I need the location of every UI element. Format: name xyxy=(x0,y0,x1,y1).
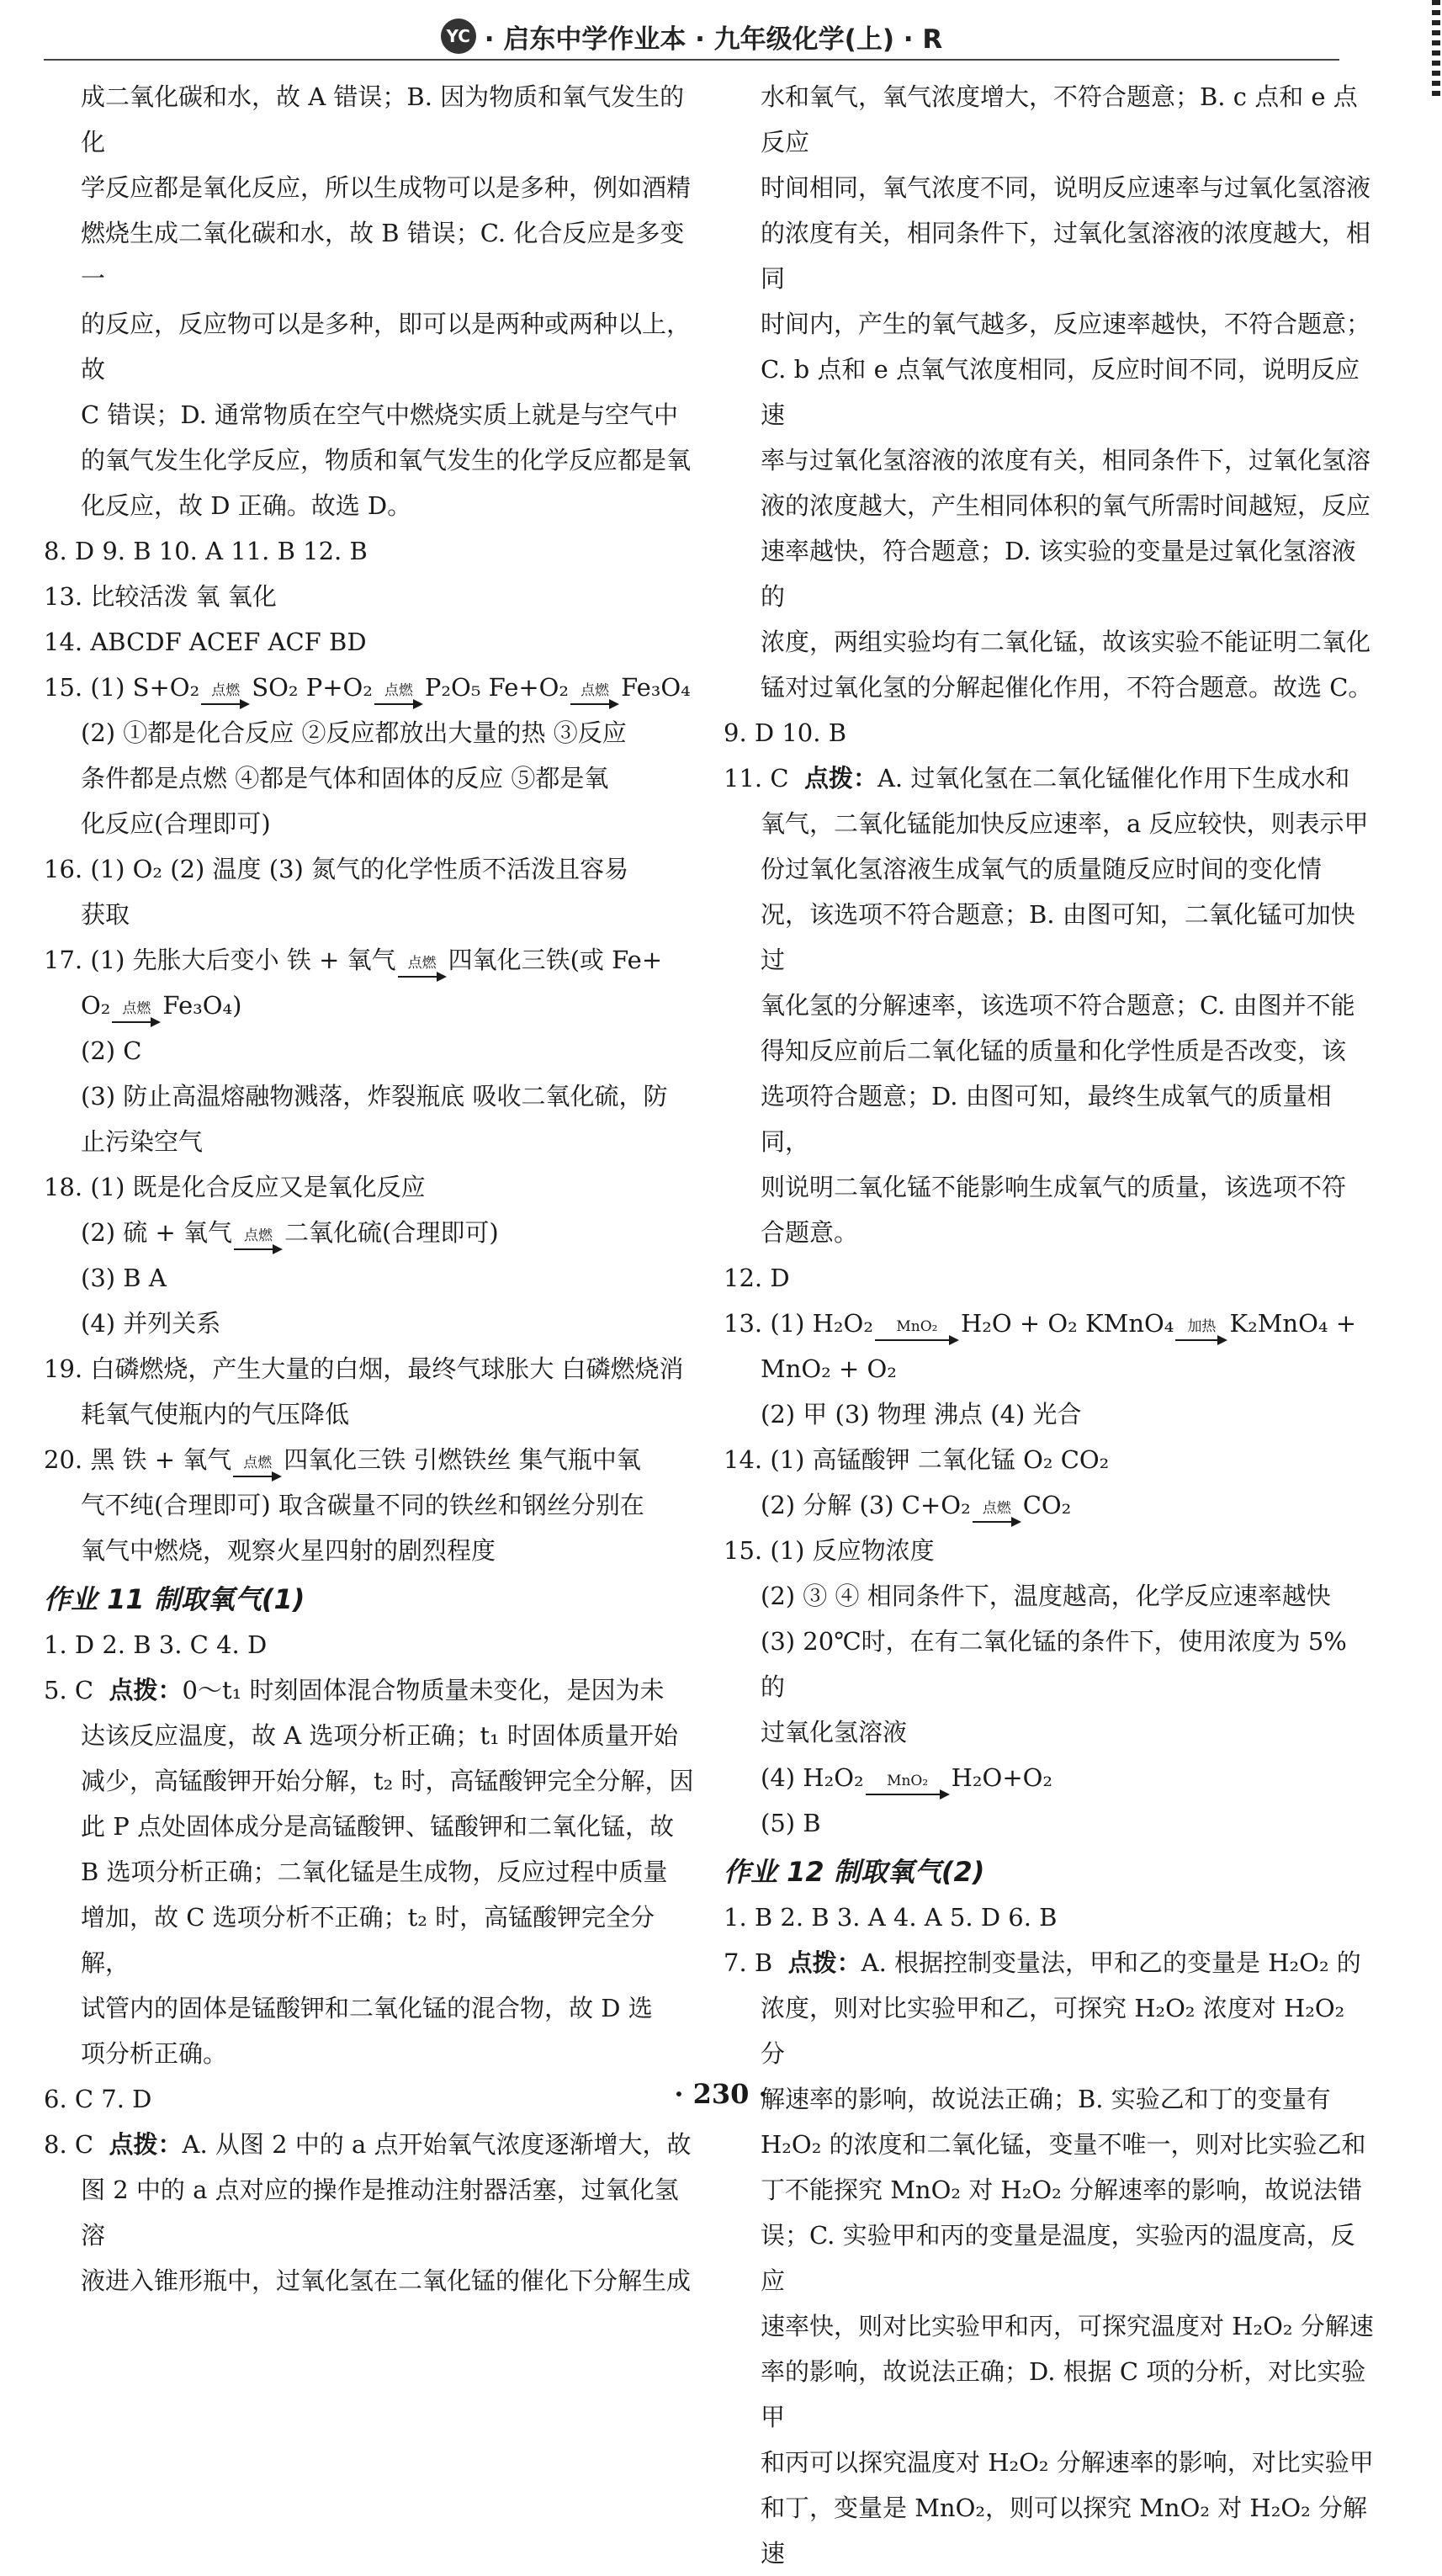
text-line: 学反应都是氧化反应，所以生成物可以是多种，例如酒精 xyxy=(81,173,692,202)
reaction-condition: MnO₂ xyxy=(896,1318,938,1335)
reaction-arrow xyxy=(875,1319,959,1346)
answer-line: 14. (1) 高锰酸钾 二氧化锰 O₂ CO₂ xyxy=(724,1445,1110,1474)
text-line: 氧化氢的分解速率，该选项不符合题意；C. 由图并不能 xyxy=(761,991,1355,1020)
reaction-condition: 点燃 xyxy=(243,1455,273,1471)
text-line: (2) C xyxy=(81,1036,142,1065)
answer-line: 15. (1) 反应物浓度 xyxy=(724,1536,935,1565)
hint-tag: 点拨： xyxy=(109,1676,183,1704)
edge-registration-marks xyxy=(1432,0,1440,101)
text-line: (5) B xyxy=(761,1809,821,1837)
text-line: 合题意。 xyxy=(761,1218,859,1247)
text-line: (3) 防止高温熔融物溅落，炸裂瓶底 吸收二氧化硫，防 xyxy=(81,1082,668,1110)
equation-line xyxy=(724,1755,1376,1800)
reaction-arrow xyxy=(973,1501,1021,1528)
text-line: 氧气中燃烧，观察火星四射的剧烈程度 xyxy=(81,1536,496,1565)
answer-line: 13. 比较活泼 氧 氧化 xyxy=(44,582,277,611)
text-line: 液进入锥形瓶中，过氧化氢在二氧化锰的催化下分解生成 xyxy=(81,2266,692,2295)
text-line: C 错误；D. 通常物质在空气中燃烧实质上就是与空气中 xyxy=(81,400,679,429)
running-header xyxy=(44,15,1339,57)
equation-part: SO₂ P+O₂ xyxy=(252,673,373,702)
text-line: 项分析正确。 xyxy=(81,2039,228,2068)
publisher-logo: YC xyxy=(441,19,476,54)
text-line: (2) 甲 (3) 物理 沸点 (4) 光合 xyxy=(761,1400,1082,1428)
equation-part: (2) 分解 (3) C+O₂ xyxy=(761,1491,971,1519)
text-line: 氧气，二氧化锰能加快反应速率，a 反应较快，则表示甲 xyxy=(761,809,1369,838)
equation-part: H₂O+O₂ xyxy=(951,1763,1053,1792)
text-line: 解速率的影响，故说法正确；B. 实验乙和丁的变量有 xyxy=(761,2085,1331,2113)
reaction-arrow xyxy=(1175,1319,1227,1346)
text-line: 得知反应前后二氧化锰的质量和化学性质是否改变，该 xyxy=(761,1036,1347,1065)
equation-part: (2) 硫 + 氧气 xyxy=(81,1218,233,1247)
text-line: 况，该选项不符合题意；B. 由图可知，二氧化锰可加快过 xyxy=(761,900,1355,974)
text-line: 时间相同，氧气浓度不同，说明反应速率与过氧化氢溶液 xyxy=(761,173,1371,202)
reaction-arrow xyxy=(570,683,619,710)
text-line: 液的浓度越大，产生相同体积的氧气所需时间越短，反应 xyxy=(761,491,1371,520)
answer-line xyxy=(724,755,1376,801)
text-line: (2) ③ ④ 相同条件下，温度越高，化学反应速率越快 xyxy=(761,1582,1331,1610)
text-line: A. 根据控制变量法，甲和乙的变量是 H₂O₂ 的 xyxy=(861,1948,1361,1977)
equation-part: 15. (1) S+O₂ xyxy=(44,673,200,702)
equation-line xyxy=(724,1482,1376,1528)
text-line: 的反应，反应物可以是多种，即可以是两种或两种以上，故 xyxy=(81,310,692,384)
reaction-condition: 点燃 xyxy=(384,682,413,699)
equation-part: (4) H₂O₂ xyxy=(761,1763,864,1792)
section-heading: 作业 11 制取氧气(1) xyxy=(44,1583,305,1615)
answer-line: 1. D 2. B 3. C 4. D xyxy=(44,1630,268,1659)
hint-tag: 点拨： xyxy=(787,1948,861,1977)
text-line: 化反应，故 D 正确。故选 D。 xyxy=(81,491,412,520)
text-line: 误；C. 实验甲和丙的变量是温度，实验丙的温度高，反应 xyxy=(761,2221,1355,2295)
question-number: 11. C xyxy=(724,764,789,792)
reaction-arrow xyxy=(374,683,423,710)
text-line: 耗氧气使瓶内的气压降低 xyxy=(81,1400,350,1428)
text-line: 和丁，变量是 MnO₂，则可以探究 MnO₂ 对 H₂O₂ 分解速 xyxy=(761,2494,1367,2568)
equation-part: 四氧化三铁 引燃铁丝 集气瓶中氧 xyxy=(284,1445,641,1474)
answer-line: 18. (1) 既是化合反应又是氧化反应 xyxy=(44,1173,426,1201)
text-line: 0～t₁ 时刻固体混合物质量未变化，是因为未 xyxy=(182,1676,665,1704)
reaction-condition: 点燃 xyxy=(581,682,610,699)
text-line: 增加，故 C 选项分析不正确；t₂ 时，高锰酸钾完全分解， xyxy=(81,1903,655,1977)
text-line: 图 2 中的 a 点对应的操作是推动注射器活塞，过氧化氢溶 xyxy=(81,2176,679,2250)
equation-line xyxy=(44,665,696,710)
reaction-condition: 点燃 xyxy=(407,955,437,972)
reaction-arrow xyxy=(866,1773,950,1800)
header-title: · 启东中学作业本 · 九年级化学(上) · R xyxy=(484,24,943,55)
text-line: 时间内，产生的氧气越多，反应速率越快，不符合题意； xyxy=(761,310,1371,338)
text-line: 的浓度有关，相同条件下，过氧化氢溶液的浓度越大，相同 xyxy=(761,219,1371,293)
text-line: (3) 20℃时，在有二氧化锰的条件下，使用浓度为 5% 的 xyxy=(761,1627,1347,1701)
equation-part: 四氧化三铁(或 Fe+ xyxy=(448,946,663,974)
answer-line: 9. D 10. B xyxy=(724,718,847,747)
answer-line: 6. C 7. D xyxy=(44,2085,152,2113)
right-column xyxy=(724,74,1376,2576)
text-line: 浓度，两组实验均有二氧化锰，故该实验不能证明二氧化 xyxy=(761,628,1371,656)
text-line: (4) 并列关系 xyxy=(81,1309,221,1338)
text-line: 止污染空气 xyxy=(81,1127,204,1156)
text-line: 丁不能探究 MnO₂ 对 H₂O₂ 分解速率的影响，故说法错 xyxy=(761,2176,1362,2204)
text-line: 减少，高锰酸钾开始分解，t₂ 时，高锰酸钾完全分解，因 xyxy=(81,1767,694,1795)
answer-line: 14. ABCDF ACEF ACF BD xyxy=(44,628,367,656)
answer-line: 12. D xyxy=(724,1264,790,1292)
question-number: 8. C xyxy=(44,2130,94,2159)
reaction-condition: 加热 xyxy=(1187,1318,1217,1335)
reaction-condition: 点燃 xyxy=(244,1227,273,1244)
text-line: 则说明二氧化锰不能影响生成氧气的质量，该选项不符 xyxy=(761,1173,1347,1201)
section-heading: 作业 12 制取氧气(2) xyxy=(724,1856,985,1888)
text-line: 条件都是点燃 ④都是气体和固体的反应 ⑤都是氧 xyxy=(81,764,609,792)
reaction-arrow xyxy=(398,956,447,983)
text-line: 锰对过氧化氢的分解起催化作用，不符合题意。故选 C。 xyxy=(761,673,1373,702)
text-line: 率的影响，故说法正确；D. 根据 C 项的分析，对比实验甲 xyxy=(761,2357,1366,2431)
answer-line: 16. (1) O₂ (2) 温度 (3) 氮气的化学性质不活泼且容易 xyxy=(44,855,629,883)
equation-part: K₂MnO₄ + xyxy=(1229,1309,1357,1338)
text-line: 燃烧生成二氧化碳和水，故 B 错误；C. 化合反应是多变一 xyxy=(81,219,685,293)
answer-line: 8. D 9. B 10. A 11. B 12. B xyxy=(44,537,368,565)
text-line: A. 过氧化氢在二氧化锰催化作用下生成水和 xyxy=(877,764,1350,792)
text-line: 选项符合题意；D. 由图可知，最终生成氧气的质量相同， xyxy=(761,1082,1332,1156)
text-line: B 选项分析正确；二氧化锰是生成物，反应过程中质量 xyxy=(81,1858,668,1886)
equation-part: Fe₃O₄ xyxy=(621,673,691,702)
text-line: 速率越快，符合题意；D. 该实验的变量是过氧化氢溶液的 xyxy=(761,537,1356,611)
reaction-condition: 点燃 xyxy=(122,1000,151,1017)
equation-part: H₂O + O₂ KMnO₄ xyxy=(960,1309,1174,1338)
text-line: 气不纯(合理即可) 取含碳量不同的铁丝和钢丝分别在 xyxy=(81,1491,644,1519)
equation-part: Fe₃O₄) xyxy=(162,991,242,1020)
reaction-arrow xyxy=(201,683,250,710)
text-line: 的氧气发生化学反应，物质和氧气发生的化学反应都是氧 xyxy=(81,446,692,474)
text-line: 成二氧化碳和水，故 A 错误；B. 因为物质和氧气发生的化 xyxy=(81,82,685,156)
hint-tag: 点拨： xyxy=(109,2130,183,2159)
equation-part: 20. 黑 铁 + 氧气 xyxy=(44,1445,232,1474)
equation-line xyxy=(44,1210,696,1255)
text-line: 过氧化氢溶液 xyxy=(761,1718,908,1746)
question-number: 5. C xyxy=(44,1676,94,1704)
equation-part: O₂ xyxy=(81,991,111,1020)
text-line: 率与过氧化氢溶液的浓度有关，相同条件下，过氧化氢溶 xyxy=(761,446,1371,474)
equation-part: CO₂ xyxy=(1022,1491,1072,1519)
text-line: 化反应(合理即可) xyxy=(81,809,271,838)
text-line: 水和氧气，氧气浓度增大，不符合题意；B. c 点和 e 点反应 xyxy=(761,82,1358,156)
text-line: 份过氧化氢溶液生成氧气的质量随反应时间的变化情 xyxy=(761,855,1323,883)
equation-line xyxy=(44,937,696,983)
text-line: (2) ①都是化合反应 ②反应都放出大量的热 ③反应 xyxy=(81,718,627,747)
reaction-arrow xyxy=(112,1001,161,1028)
text-line: 浓度，则对比实验甲和乙，可探究 H₂O₂ 浓度对 H₂O₂ 分 xyxy=(761,1994,1345,2068)
equation-line xyxy=(724,1301,1376,1346)
equation-part: P₂O₅ Fe+O₂ xyxy=(424,673,570,702)
answer-line xyxy=(724,1940,1376,1985)
question-number: 7. B xyxy=(724,1948,773,1977)
answer-line: 19. 白磷燃烧，产生大量的白烟，最终气球胀大 白磷燃烧消 xyxy=(44,1354,684,1383)
equation-part: 二氧化硫(合理即可) xyxy=(284,1218,499,1247)
text-line: (3) B A xyxy=(81,1264,167,1292)
answer-line: 1. B 2. B 3. A 4. A 5. D 6. B xyxy=(724,1903,1058,1932)
text-line: MnO₂ + O₂ xyxy=(761,1354,897,1383)
text-line: 速率快，则对比实验甲和丙，可探究温度对 H₂O₂ 分解速 xyxy=(761,2312,1374,2340)
reaction-condition: 点燃 xyxy=(982,1500,1011,1517)
equation-part: 13. (1) H₂O₂ xyxy=(724,1309,873,1338)
reaction-arrow xyxy=(234,1228,283,1255)
text-line: H₂O₂ 的浓度和二氧化锰，变量不唯一，则对比实验乙和 xyxy=(761,2130,1366,2159)
equation-line xyxy=(44,1437,696,1482)
reaction-condition: 点燃 xyxy=(211,682,241,699)
reaction-condition: MnO₂ xyxy=(887,1773,929,1789)
text-line: 获取 xyxy=(81,900,130,929)
answer-line xyxy=(44,1667,696,1713)
equation-line xyxy=(44,983,696,1028)
text-line: A. 从图 2 中的 a 点开始氧气浓度逐渐增大，故 xyxy=(182,2130,692,2159)
text-line: 和丙可以探究温度对 H₂O₂ 分解速率的影响，对比实验甲 xyxy=(761,2448,1374,2477)
text-line: 此 P 点处固体成分是高锰酸钾、锰酸钾和二氧化锰，故 xyxy=(81,1812,674,1841)
text-line: 试管内的固体是锰酸钾和二氧化锰的混合物，故 D 选 xyxy=(81,1994,653,2022)
left-column xyxy=(44,74,696,2303)
answer-line xyxy=(44,2122,696,2167)
text-line: C. b 点和 e 点氧气浓度相同，反应时间不同，说明反应速 xyxy=(761,355,1360,429)
hint-tag: 点拨： xyxy=(803,764,877,792)
text-line: 达该反应温度，故 A 选项分析正确；t₁ 时固体质量开始 xyxy=(81,1721,678,1750)
reaction-arrow xyxy=(233,1455,282,1482)
equation-part: 17. (1) 先胀大后变小 铁 + 氧气 xyxy=(44,946,396,974)
header-divider xyxy=(44,59,1339,61)
page-number: · 230 · xyxy=(674,2078,768,2110)
